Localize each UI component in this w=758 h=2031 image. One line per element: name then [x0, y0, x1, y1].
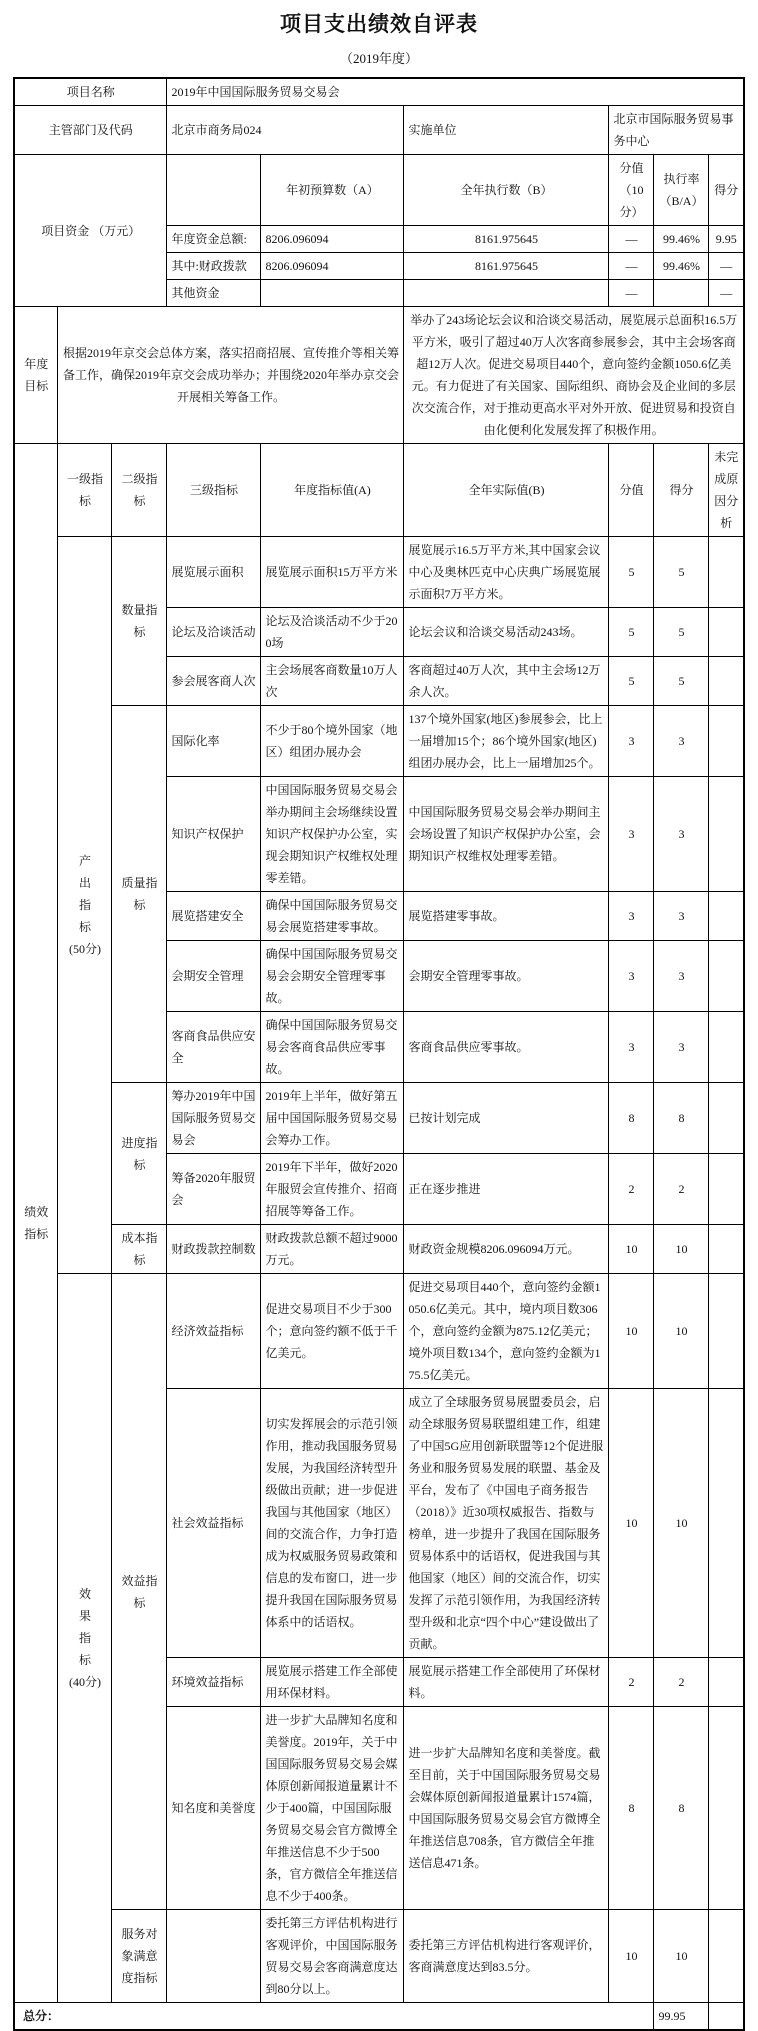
funds-col-blank: [167, 155, 261, 226]
target-value: 中国国际服务贸易交易会举办期间主会场继续设置知识产权保护办公室，实现会期知识产权维权处理零差错。: [261, 777, 404, 892]
funds-rate-value: 99.46%: [654, 226, 709, 253]
actual-value: 已按计划完成: [404, 1083, 609, 1154]
points-cell: 2: [654, 1658, 709, 1707]
funds-col-exec: 全年执行数（B）: [404, 155, 609, 226]
actual-value: 进一步扩大品牌知名度和美誉度。截至目前，关于中国国际服务贸易交易会媒体原创新闻报道量累计1574篇，中国国际服务贸易交易会官方微博全年推送信息708条，官方微信全年推送信息471条。: [404, 1707, 609, 1910]
level3-label: 展览展示面积: [167, 537, 261, 608]
funds-points-value: —: [709, 253, 744, 280]
indicator-row: [14, 1910, 744, 2003]
page-subtitle: （2019年度）: [339, 51, 418, 66]
points-cell: 8: [654, 1083, 709, 1154]
header-score: 分值: [609, 444, 654, 537]
target-value: 主会场展客商数量10万人次: [261, 657, 404, 706]
level2-benefit-label: 效益指标: [112, 1274, 167, 1910]
reason-cell: [709, 777, 744, 892]
level1-output-label: 产出指标 (50分): [58, 537, 112, 1274]
target-value: 确保中国国际服务贸易交易会展览搭建零事故。: [261, 892, 404, 941]
points-cell: 5: [654, 537, 709, 608]
indicators-side-label: 绩效指标: [14, 444, 58, 2003]
project-name-value: 2019年中国国际服务贸易交易会: [167, 78, 744, 106]
level2-cost-label: 成本指标: [112, 1225, 167, 1274]
level3-label: 国际化率: [167, 706, 261, 777]
points-cell: 10: [654, 1225, 709, 1274]
points-cell: 10: [654, 1274, 709, 1389]
level3-label: 会期安全管理: [167, 941, 261, 1012]
level3-label: 论坛及洽谈活动: [167, 608, 261, 657]
reason-cell: [709, 1389, 744, 1658]
total-label: 总分：: [14, 2003, 654, 2031]
points-cell: 3: [654, 777, 709, 892]
score-cell: 10: [609, 1274, 654, 1389]
header-points: 得分: [654, 444, 709, 537]
funds-exec-value: 8161.975645: [404, 226, 609, 253]
score-cell: 10: [609, 1910, 654, 2003]
annual-goal-row: [14, 307, 744, 444]
project-name-row: [14, 78, 744, 106]
funds-rate-value: 99.46%: [654, 253, 709, 280]
annual-goal-target: 根据2019年京交会总体方案，落实招商招展、宣传推介等相关筹备工作，确保2019年京交会成功举办；并围绕2020年举办京交会开展相关筹备工作。: [58, 307, 404, 444]
funds-score-value: —: [609, 280, 654, 307]
funds-budget-value: 8206.096094: [261, 253, 404, 280]
target-value: 2019年上半年，做好第五届中国国际服务贸易交易会筹办工作。: [261, 1083, 404, 1154]
points-cell: 3: [654, 706, 709, 777]
actual-value: 137个境外国家(地区)参展参会，比上一届增加15个；86个境外国家(地区)组团办展办会，比上一届增加25个。: [404, 706, 609, 777]
reason-cell: [709, 1083, 744, 1154]
header-level2: 二级指标: [112, 444, 167, 537]
actual-value: 客商食品供应零事故。: [404, 1012, 609, 1083]
project-name-label: 项目名称: [14, 78, 167, 106]
total-value: 99.95: [654, 2003, 709, 2031]
actual-value: 展览搭建零事故。: [404, 892, 609, 941]
level3-label: 参会展客商人次: [167, 657, 261, 706]
points-cell: 3: [654, 892, 709, 941]
impl-value: 北京市国际服务贸易事务中心: [609, 106, 744, 155]
score-cell: 8: [609, 1707, 654, 1910]
score-cell: 10: [609, 1225, 654, 1274]
reason-cell: [709, 1707, 744, 1910]
funds-score-value: —: [609, 253, 654, 280]
funds-row-label: 其中:财政拨款: [167, 253, 261, 280]
actual-value: 委托第三方评估机构进行客观评价，客商满意度达到83.5分。: [404, 1910, 609, 2003]
funds-col-rate: 执行率（B/A）: [654, 155, 709, 226]
actual-value: 论坛会议和洽谈交易活动243场。: [404, 608, 609, 657]
impl-label: 实施单位: [404, 106, 609, 155]
funds-label: 项目资金 （万元）: [14, 155, 167, 307]
score-cell: 3: [609, 706, 654, 777]
points-cell: 5: [654, 608, 709, 657]
target-value: 委托第三方评估机构进行客观评价，中国国际服务贸易交易会客商满意度达到80分以上。: [261, 1910, 404, 2003]
reason-cell: [709, 537, 744, 608]
level3-label: [167, 1910, 261, 2003]
points-cell: 3: [654, 1012, 709, 1083]
indicator-row: [14, 1083, 744, 1154]
reason-cell: [709, 1012, 744, 1083]
funds-header-row: [14, 155, 744, 226]
target-value: 展览展示面积15万平方米: [261, 537, 404, 608]
level3-label: 客商食品供应安全: [167, 1012, 261, 1083]
actual-value: 会期安全管理零事故。: [404, 941, 609, 1012]
reason-cell: [709, 941, 744, 1012]
total-row: [14, 2003, 744, 2031]
points-cell: 5: [654, 657, 709, 706]
actual-value: 正在逐步推进: [404, 1154, 609, 1225]
funds-row-label: 其他资金: [167, 280, 261, 307]
score-cell: 3: [609, 892, 654, 941]
score-cell: 3: [609, 1012, 654, 1083]
target-value: 确保中国国际服务贸易交易会会期安全管理零事故。: [261, 941, 404, 1012]
score-cell: 3: [609, 777, 654, 892]
funds-rate-value: [654, 280, 709, 307]
score-cell: 5: [609, 537, 654, 608]
indicator-row: [14, 706, 744, 777]
actual-value: 客商超过40万人次，其中主会场12万余人次。: [404, 657, 609, 706]
points-cell: 2: [654, 1154, 709, 1225]
target-value: 论坛及洽谈活动不少于200场: [261, 608, 404, 657]
funds-col-score: 分值（10分）: [609, 155, 654, 226]
target-value: 确保中国国际服务贸易交易会客商食品供应零事故。: [261, 1012, 404, 1083]
funds-col-budget: 年初预算数（A）: [261, 155, 404, 226]
target-value: 促进交易项目不少于300个；意向签约额不低于千亿美元。: [261, 1274, 404, 1389]
actual-value: 展览展示搭建工作全部使用了环保材料。: [404, 1658, 609, 1707]
self-evaluation-table: [13, 77, 745, 2031]
funds-points-value: —: [709, 280, 744, 307]
actual-value: 中国国际服务贸易交易会举办期间主会场设置了知识产权保护办公室，会期知识产权维权处理零差错。: [404, 777, 609, 892]
score-cell: 2: [609, 1658, 654, 1707]
total-reason-blank: [709, 2003, 744, 2031]
header-actual: 全年实际值(B): [404, 444, 609, 537]
reason-cell: [709, 608, 744, 657]
score-cell: 10: [609, 1389, 654, 1658]
target-value: 进一步扩大品牌知名度和美誉度。2019年，关于中国国际服务贸易交易会媒体原创新闻报道量累计不少于400篇，中国国际服务贸易交易会官方微博全年推送信息不少于500条，官方微信全年推送信息不少于400条。: [261, 1707, 404, 1910]
funds-col-points: 得分: [709, 155, 744, 226]
score-cell: 8: [609, 1083, 654, 1154]
indicator-row: [14, 1274, 744, 1389]
header-reason: 未完成原因分析: [709, 444, 744, 537]
level3-label: 筹办2019年中国国际服务贸易交易会: [167, 1083, 261, 1154]
funds-budget-value: [261, 280, 404, 307]
points-cell: 3: [654, 941, 709, 1012]
target-value: 不少于80个境外国家（地区）组团办展办会: [261, 706, 404, 777]
score-cell: 2: [609, 1154, 654, 1225]
level2-quality-label: 质量指标: [112, 706, 167, 1083]
reason-cell: [709, 1910, 744, 2003]
department-row: [14, 106, 744, 155]
reason-cell: [709, 892, 744, 941]
level3-label: 经济效益指标: [167, 1274, 261, 1389]
score-cell: 5: [609, 608, 654, 657]
level3-label: 展览搭建安全: [167, 892, 261, 941]
annual-goal-actual: 举办了243场论坛会议和洽谈交易活动，展览展示总面积16.5万平方米，吸引了超过40万人次客商参展参会，其中主会场客商超12万人次。促进交易项目440个，意向签约金额1050.6亿美元。有力促进了有关国家、国际组织、商协会及企业间的多层次交流合作，对于推动更高水平对外开放、促进贸易和投资自由化便利化发展发挥了积极作用。: [404, 307, 744, 444]
level3-label: 社会效益指标: [167, 1389, 261, 1658]
funds-points-value: 9.95: [709, 226, 744, 253]
funds-row-label: 年度资金总额:: [167, 226, 261, 253]
indicator-row: [14, 537, 744, 608]
level3-label: 知识产权保护: [167, 777, 261, 892]
dept-label: 主管部门及代码: [14, 106, 167, 155]
points-cell: 10: [654, 1910, 709, 2003]
reason-cell: [709, 1225, 744, 1274]
level3-label: 环境效益指标: [167, 1658, 261, 1707]
header-level1: 一级指标: [58, 444, 112, 537]
actual-value: 财政资金规模8206.096094万元。: [404, 1225, 609, 1274]
indicator-row: [14, 1225, 744, 1274]
page-title: 项目支出绩效自评表: [280, 12, 478, 36]
indicators-header-row: [14, 444, 744, 537]
score-cell: 3: [609, 941, 654, 1012]
header-level3: 三级指标: [167, 444, 261, 537]
reason-cell: [709, 706, 744, 777]
actual-value: 成立了全球服务贸易展盟委员会，启动全球服务贸易联盟组建工作，组建了中国5G应用创新联盟等12个促进服务业和服务贸易发展的联盟、基金及平台，发布了《中国电子商务报告（2018）》近30项权威报告、指数与榜单，进一步提升了我国在国际服务贸易体系中的话语权，促进我国与其他国家（地区）间的交流合作，切实发挥了示范引领作用，为我国经济转型升级和北京“四个中心”建设做出了贡献。: [404, 1389, 609, 1658]
target-value: 2019年下半年，做好2020年服贸会宣传推介、招商招展等筹备工作。: [261, 1154, 404, 1225]
reason-cell: [709, 1658, 744, 1707]
reason-cell: [709, 1154, 744, 1225]
level1-effect-label: 效果指标 (40分): [58, 1274, 112, 2003]
level2-progress-label: 进度指标: [112, 1083, 167, 1225]
funds-score-value: —: [609, 226, 654, 253]
funds-exec-value: 8161.975645: [404, 253, 609, 280]
target-value: 切实发挥展会的示范引领作用，推动我国服务贸易发展，为我国经济转型升级做出贡献；进一步促进我国与其他国家（地区）间的交流合作，力争打造成为权威服务贸易政策和信息的发布窗口，进一步提升我国在国际服务贸易体系中的话语权。: [261, 1389, 404, 1658]
level3-label: 知名度和美誉度: [167, 1707, 261, 1910]
funds-budget-value: 8206.096094: [261, 226, 404, 253]
reason-cell: [709, 657, 744, 706]
header-target: 年度指标值(A): [261, 444, 404, 537]
level2-quantity-label: 数量指标: [112, 537, 167, 706]
target-value: 展览展示搭建工作全部使用环保材料。: [261, 1658, 404, 1707]
level3-label: 财政拨款控制数: [167, 1225, 261, 1274]
dept-value: 北京市商务局024: [167, 106, 404, 155]
target-value: 财政拨款总额不超过9000万元。: [261, 1225, 404, 1274]
points-cell: 10: [654, 1389, 709, 1658]
actual-value: 促进交易项目440个，意向签约金额1050.6亿美元。其中，境内项目数306个，意向签约金额为875.12亿美元；境外项目数134个，意向签约金额为175.5亿美元。: [404, 1274, 609, 1389]
score-cell: 5: [609, 657, 654, 706]
points-cell: 8: [654, 1707, 709, 1910]
reason-cell: [709, 1274, 744, 1389]
level2-satisfaction-label: 服务对象满意度指标: [112, 1910, 167, 2003]
funds-exec-value: [404, 280, 609, 307]
actual-value: 展览展示16.5万平方米,其中国家会议中心及奥林匹克中心庆典广场展览展示面积7万平方米。: [404, 537, 609, 608]
level3-label: 筹备2020年服贸会: [167, 1154, 261, 1225]
annual-goal-label: 年度目标: [14, 307, 58, 444]
